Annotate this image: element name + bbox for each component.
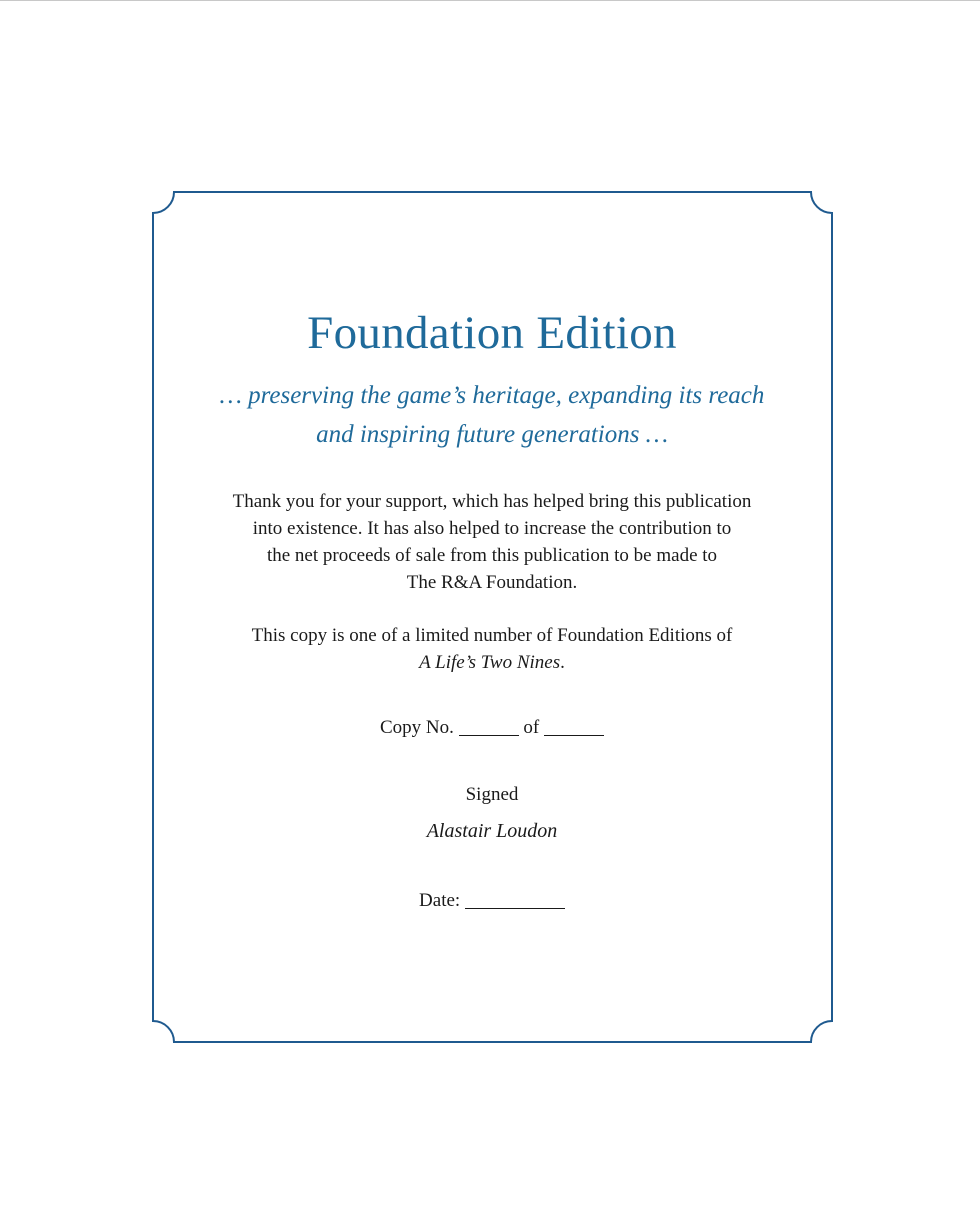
copy-label: Copy No. — [380, 717, 454, 738]
date-blank — [465, 890, 565, 909]
thanks-line: The R&A Foundation. — [406, 572, 578, 593]
book-title-line — [200, 649, 784, 676]
subtitle-line-1: … preserving the game’s heritage, expanding its reach — [219, 382, 765, 409]
signatory-name: Alastair Loudon — [426, 820, 558, 842]
thanks-line: Thank you for your support, which has helped bring this publication — [232, 491, 752, 512]
book-title: A Life’s Two Nines — [419, 652, 561, 673]
of-label: of — [523, 717, 540, 738]
thanks-paragraph — [200, 488, 784, 596]
copy-total-blank — [544, 717, 604, 736]
edition-title: Foundation Edition — [307, 307, 677, 359]
date-label: Date: — [419, 890, 461, 911]
book-title-suffix: . — [560, 652, 565, 673]
certificate-content — [200, 300, 784, 914]
copy-number-line — [200, 714, 784, 741]
signed-label: Signed — [465, 784, 519, 805]
date-line — [200, 887, 784, 914]
edition-subtitle — [200, 376, 784, 454]
thanks-line: into existence. It has also helped to increase the contribution to — [252, 518, 732, 539]
subtitle-line-2: and inspiring future generations … — [316, 421, 668, 448]
thanks-line: the net proceeds of sale from this publication to be made to — [266, 545, 718, 566]
limited-edition-paragraph — [200, 622, 784, 676]
limited-line: This copy is one of a limited number of Foundation Editions of — [251, 625, 733, 646]
copy-number-blank — [459, 717, 519, 736]
